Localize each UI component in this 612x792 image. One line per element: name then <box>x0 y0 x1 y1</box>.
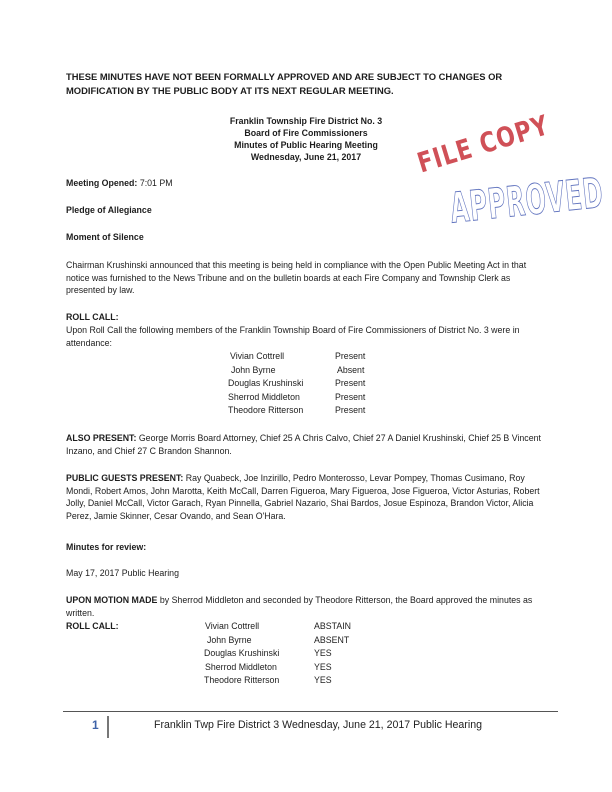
attendance-row <box>228 404 428 418</box>
roll-call-heading: ROLL CALL: <box>66 312 119 322</box>
footer-running-title: Franklin Twp Fire District 3 Wednesday, June 21, 2017 Public Hearing <box>154 719 482 731</box>
attendance-row <box>228 391 428 405</box>
vote-value: ABSENT <box>314 634 350 645</box>
header-district: Franklin Township Fire District No. 3 <box>229 116 383 126</box>
roll-call-intro: Upon Roll Call the following members of the Franklin Township Board of Fire Commissioners of District No. 3 were in attendance: <box>66 325 520 348</box>
footer-divider <box>63 711 558 712</box>
public-guests-text: Ray Quabeck, Joe Inzirillo, Pedro Monterosso, Levar Pompey, Thomas Cusimano, Roy Mondi, Robert Amos, John Marotta, Keith McCall, Darren Figueroa, Mary Figueroa, Jose Figueroa, Victor Asturias, Robert Jolly, Daniel McCall, Victor Garach, Ryan Pinnella, Gabriel Nazario, Shai Bardos, Josue Espinoza, Brandon Victor, Alicia Perez, Jamie Skinner, Cesar Ovando, and Sean O'Hara. <box>66 473 540 522</box>
member-name: John Byrne <box>231 364 276 375</box>
vote-row <box>202 661 402 675</box>
voter-name: Douglas Krushinski <box>204 648 280 658</box>
motion-paragraph <box>66 594 546 619</box>
also-present-text: George Morris Board Attorney, Chief 25 A Chris Calvo, Chief 27 A Daniel Krushinski, Chief 25 B Vincent Inzano, and Chief 27 C Brandon Shannon. <box>66 433 541 456</box>
also-present <box>66 432 546 457</box>
compliance-announcement: Chairman Krushinski announced that this meeting is being held in compliance with the Open Public Meeting Act in that notice was furnished to the News Tribune and on the bulletin boards at each Fire Company and Township Clerk as presented by law. <box>66 260 527 296</box>
vote-row <box>202 620 402 634</box>
vote-list <box>202 620 402 688</box>
file-copy-stamp: FILE COPY <box>414 110 554 180</box>
member-name: Douglas Krushinski <box>228 378 304 388</box>
member-status: Present <box>335 405 366 415</box>
member-name: Theodore Ritterson <box>228 405 304 415</box>
header-board: Board of Fire Commissioners <box>244 128 368 138</box>
voter-name: Sherrod Middleton <box>205 661 277 672</box>
silence-heading: Moment of Silence <box>66 232 144 242</box>
footer-page-separator <box>107 716 109 738</box>
motion-text: by Sherrod Middleton and seconded by Theodore Ritterson, the Board approved the minutes as written. <box>66 595 533 618</box>
also-present-label: ALSO PRESENT: <box>66 433 137 443</box>
public-guests-label: PUBLIC GUESTS PRESENT: <box>66 473 184 483</box>
vote-row <box>202 634 402 648</box>
vote-value: YES <box>314 675 332 685</box>
attendance-list <box>228 350 428 418</box>
member-name: Vivian Cottrell <box>230 351 285 361</box>
voter-name: John Byrne <box>207 634 252 645</box>
voter-name: Theodore Ritterson <box>204 675 280 685</box>
public-guests <box>66 472 546 523</box>
attendance-row <box>228 377 428 391</box>
header-date: Wednesday, June 21, 2017 <box>250 152 362 162</box>
attendance-row <box>228 364 428 378</box>
vote-row <box>202 647 402 661</box>
member-status: Present <box>335 391 366 402</box>
footer-page-number: 1 <box>92 718 99 732</box>
meeting-opened <box>66 177 173 190</box>
pledge-heading: Pledge of Allegiance <box>66 205 152 215</box>
attendance-row <box>228 350 428 364</box>
disclaimer-notice: THESE MINUTES HAVE NOT BEEN FORMALLY APPROVED AND ARE SUBJECT TO CHANGES OR MODIFICATION BY THE PUBLIC BODY AT ITS NEXT REGULAR MEETING. <box>66 71 503 96</box>
minutes-review-heading: Minutes for review: <box>66 542 147 552</box>
vote-value: ABSTAIN <box>314 621 351 631</box>
member-status: Present <box>335 351 366 361</box>
vote-row <box>202 674 402 688</box>
header-meeting-type: Minutes of Public Hearing Meeting <box>234 140 378 150</box>
motion-label: UPON MOTION MADE <box>66 595 158 605</box>
vote-value: YES <box>314 648 332 658</box>
approved-stamp: APPROVED <box>448 169 606 234</box>
member-status: Absent <box>337 364 365 375</box>
minutes-review-item: May 17, 2017 Public Hearing <box>66 568 179 578</box>
member-name: Sherrod Middleton <box>228 391 300 402</box>
meeting-opened-time: 7:01 PM <box>139 178 173 188</box>
member-status: Present <box>335 378 366 388</box>
vote-value: YES <box>314 661 332 672</box>
document-header <box>200 115 412 163</box>
meeting-opened-label: Meeting Opened: <box>66 178 138 188</box>
voter-name: Vivian Cottrell <box>205 621 260 631</box>
roll-call-vote-heading: ROLL CALL: <box>66 621 119 631</box>
